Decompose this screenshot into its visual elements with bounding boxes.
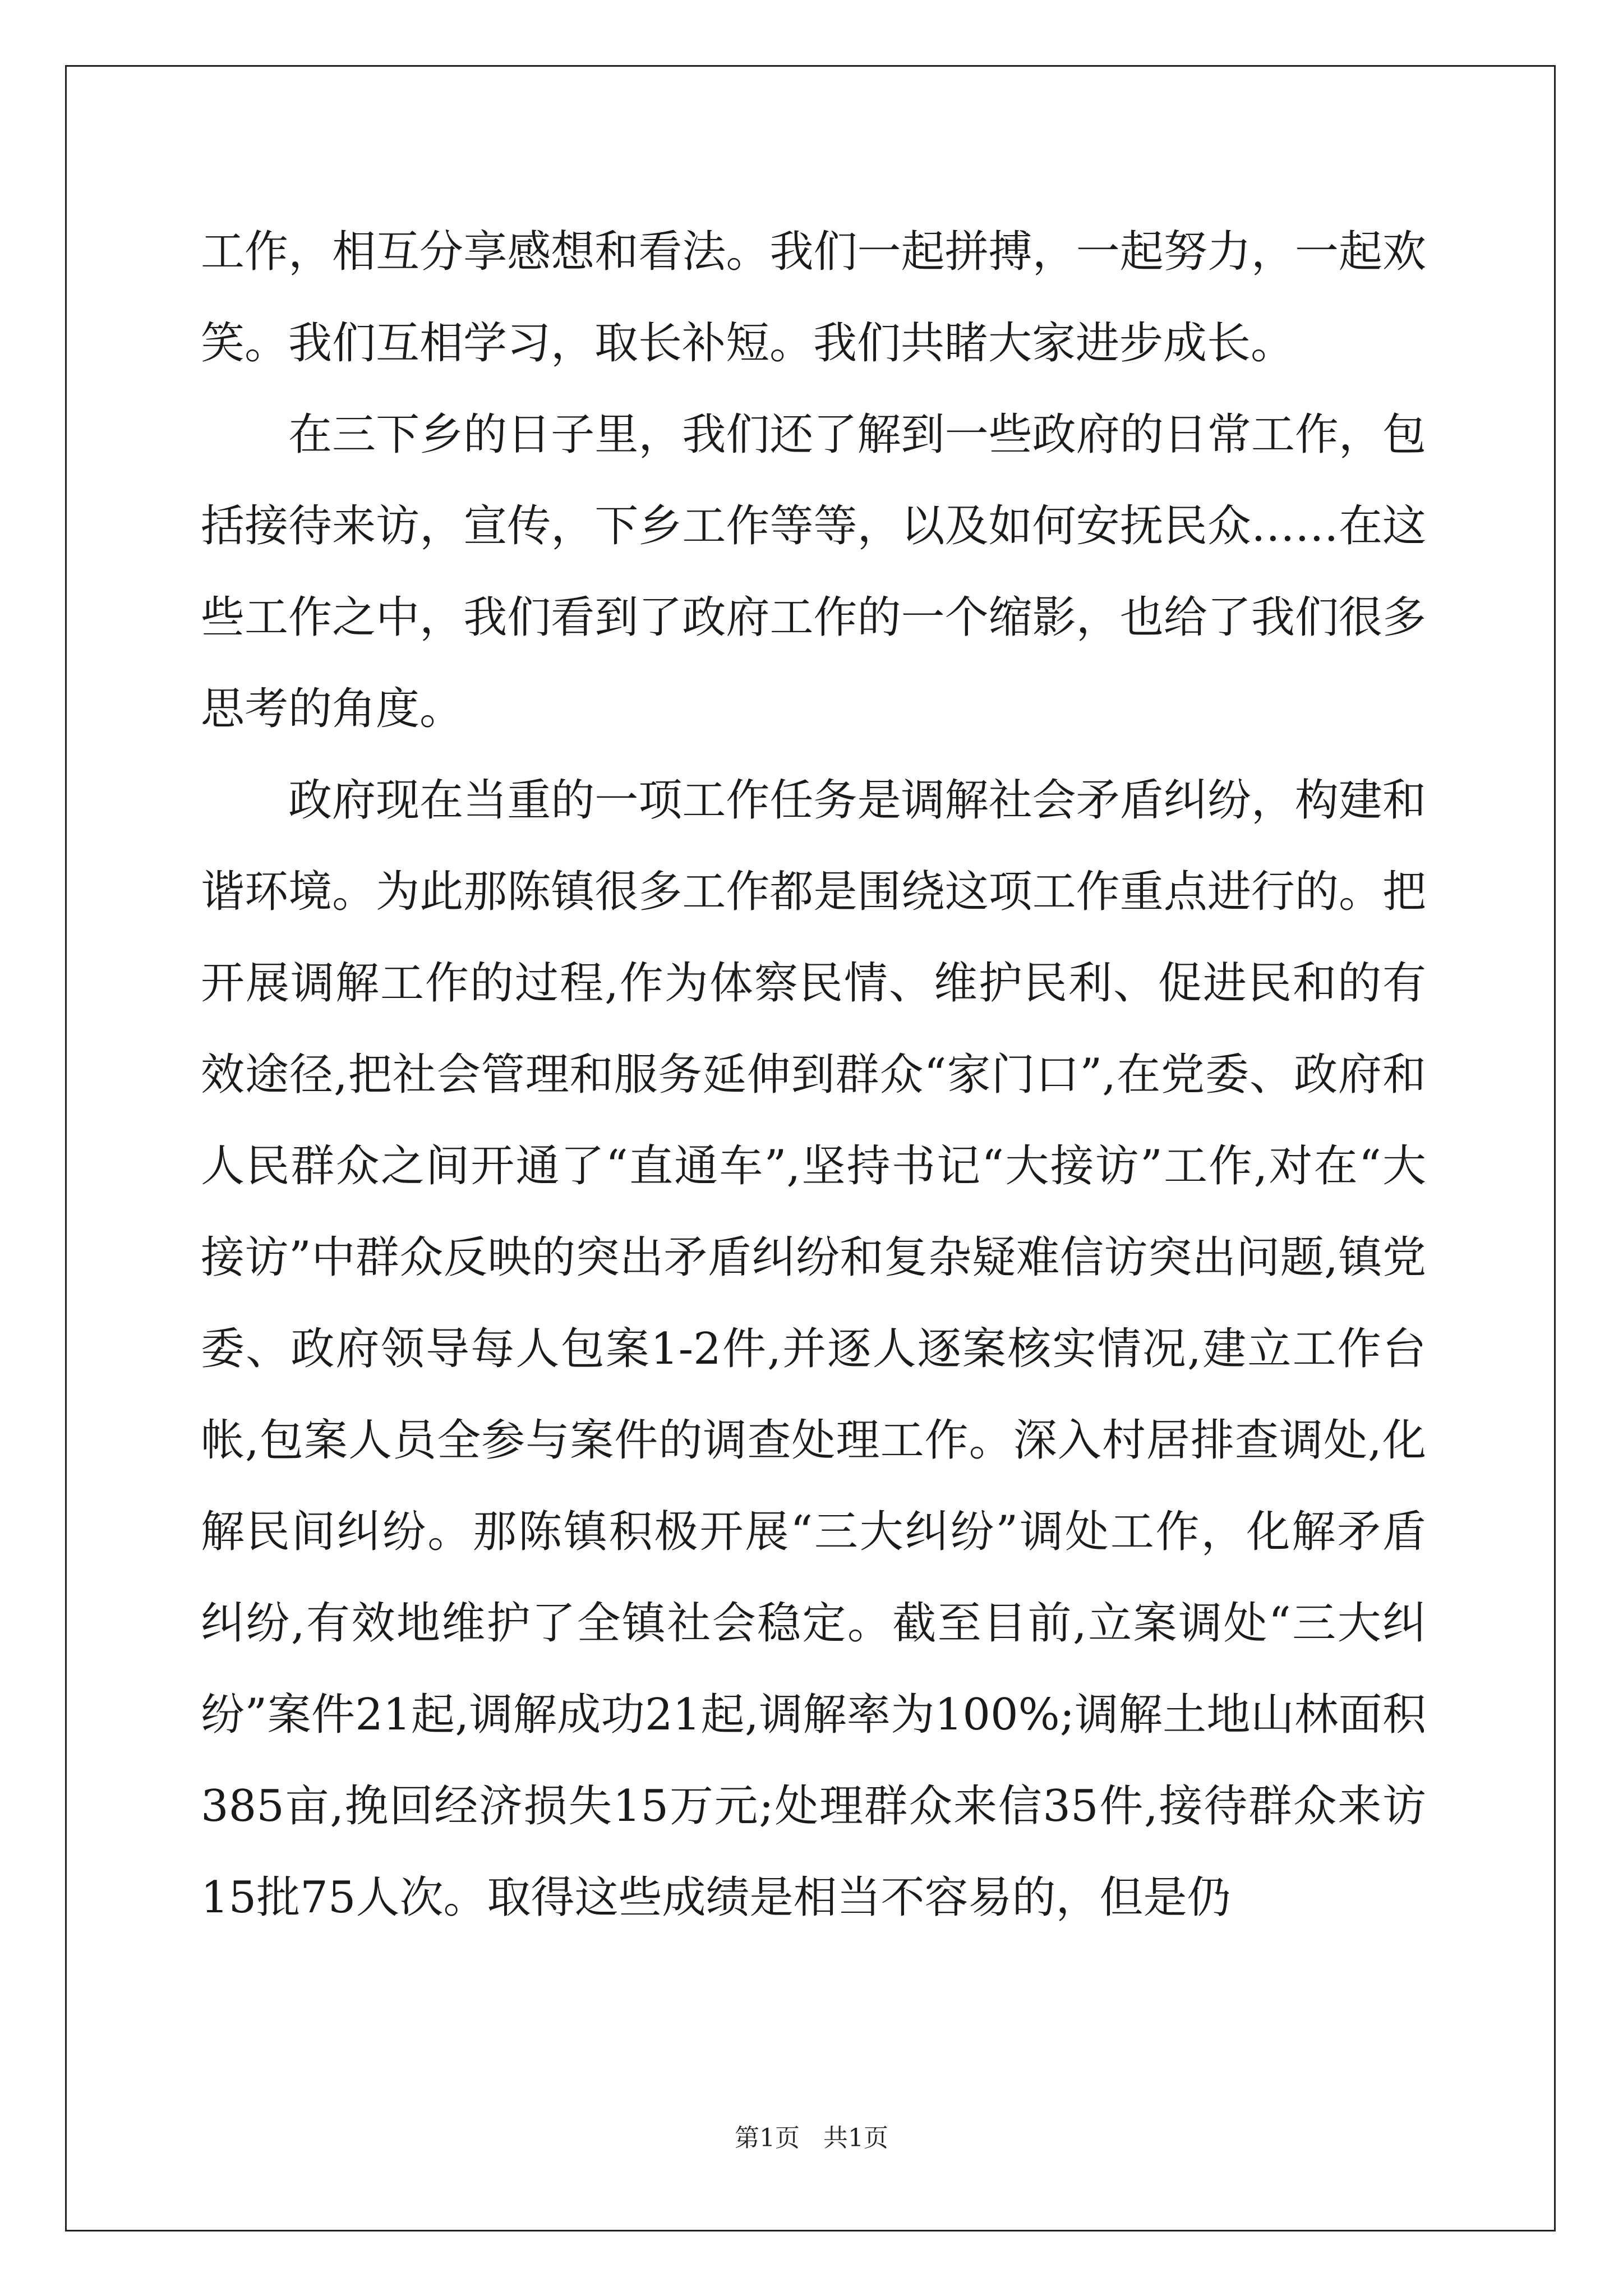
page-footer: 第1页 共1页 <box>735 2124 888 2152</box>
paragraph-3: 政府现在当重的一项工作任务是调解社会矛盾纠纷，构建和谐环境。为此那陈镇很多工作都是围绕这项工作重点进行的。把开展调解工作的过程,作为体察民情、维护民利、促进民和的有效途径,把社会管理和服务延伸到群众“家门口”,在党委、政府和人民群众之间开通了“直通车”,坚持书记“大接访”工作,对在“大接访”中群众反映的突出矛盾纠纷和复杂疑难信访突出问题,镇党委、政府领导每人包案1-2件,并逐人逐案核实情况,建立工作台帐,包案人员全参与案件的调查处理工作。深入村居排查调处,化解民间纠纷。那陈镇积极开展“三大纠纷”调处工作，化解矛盾纠纷,有效地维护了全镇社会稳定。截至目前,立案调处“三大纠纷”案件21起,调解成功21起,调解率为100%;调解土地山林面积385亩,挽回经济损失15万元;处理群众来信35件,接待群众来访15批75人次。取得这些成绩是相当不容易的，但是仍 <box>201 775 1426 1923</box>
document-body <box>201 206 1426 1944</box>
paragraph-2: 在三下乡的日子里，我们还了解到一些政府的日常工作，包括接待来访，宣传，下乡工作等等，以及如何安抚民众……在这些工作之中，我们看到了政府工作的一个缩影，也给了我们很多思考的角度。 <box>201 409 1426 734</box>
paragraph-1: 工作，相互分享感想和看法。我们一起拼搏，一起努力，一起欢笑。我们互相学习，取长补短。我们共睹大家进步成长。 <box>201 227 1426 369</box>
